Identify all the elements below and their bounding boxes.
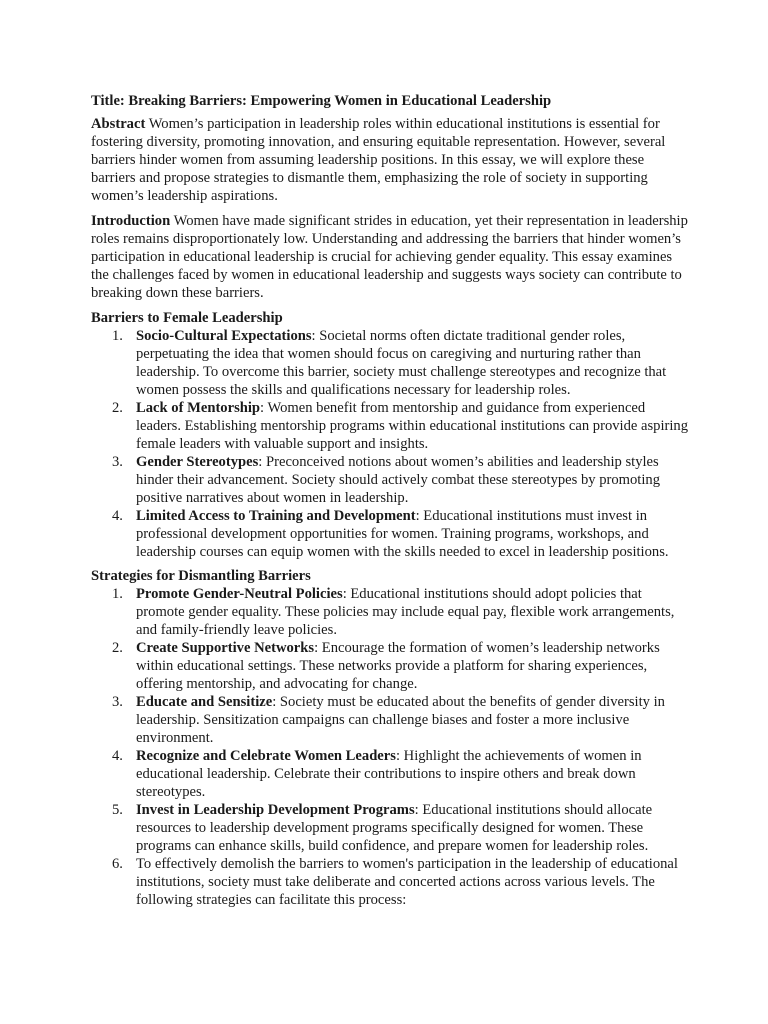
list-number: 5. — [112, 802, 123, 818]
list-item-title: Promote Gender-Neutral Policies — [136, 586, 343, 602]
list-item-text: : Highlight the achievements of women in educational leadership. Celebrate their contributions to inspire others and break down stereotypes. — [136, 748, 642, 800]
list-item-text: : Educational institutions should adopt policies that promote gender equality. These policies may include equal pay, flexible work arrangements, and family-friendly leave policies. — [136, 586, 675, 638]
document-title: Title: Breaking Barriers: Empowering Women in Educational Leadership — [91, 93, 552, 109]
list-item — [91, 585, 691, 639]
list-item-title: Recognize and Celebrate Women Leaders — [136, 748, 396, 764]
list-item — [91, 399, 691, 453]
strategies-list — [91, 585, 691, 909]
introduction-paragraph — [91, 212, 691, 302]
list-item-title: Lack of Mentorship — [136, 400, 261, 416]
list-item-text: : Society must be educated about the benefits of gender diversity in leadership. Sensitization campaigns can challenge biases and foster a more inclusive environment. — [136, 694, 665, 746]
strategies-heading: Strategies for Dismantling Barriers — [91, 568, 311, 584]
list-item-title: Educate and Sensitize — [136, 694, 273, 710]
list-item — [91, 747, 691, 801]
list-item-text: : Educational institutions should allocate resources to leadership development programs specifically designed for women. These programs can enhance skills, build confidence, and prepare women for leadership roles. — [136, 802, 653, 854]
list-number: 2. — [112, 640, 123, 656]
document-page — [91, 92, 691, 915]
list-item-text: : Preconceived notions about women’s abilities and leadership styles hinder their advancement. Society should actively combat these stereotypes by promoting positive narratives about women in leadership. — [136, 454, 661, 506]
introduction-label: Introduction — [91, 213, 171, 229]
list-number: 1. — [112, 586, 123, 602]
introduction-text: Women have made significant strides in education, yet their representation in leadership roles remains disproportionately low. Understanding and addressing the barriers that hinder women’s participation in educational leadership is crucial for achieving gender equality. This essay examines the challenges faced by women in educational leadership and suggests ways society can contribute to breaking down these barriers. — [91, 213, 688, 301]
abstract-label: Abstract — [91, 116, 146, 132]
list-item — [91, 453, 691, 507]
list-item — [91, 327, 691, 399]
list-number: 4. — [112, 508, 123, 524]
list-item-text: To effectively demolish the barriers to women's participation in the leadership of educational institutions, society must take deliberate and concerted actions across various levels. The following strategies can facilitate this process: — [136, 856, 678, 908]
barriers-heading: Barriers to Female Leadership — [91, 310, 283, 326]
abstract-paragraph — [91, 115, 691, 205]
list-item-text: : Societal norms often dictate traditional gender roles, perpetuating the idea that women should focus on caregiving and nurturing rather than leadership. To overcome this barrier, society must challenge stereotypes and recognize that women possess the skills and qualifications necessary for leadership roles. — [136, 328, 667, 398]
list-item — [91, 855, 691, 909]
list-item-title: Socio-Cultural Expectations — [136, 328, 312, 344]
list-item — [91, 639, 691, 693]
list-item-title: Invest in Leadership Development Programs — [136, 802, 415, 818]
abstract-text: Women’s participation in leadership roles within educational institutions is essential for fostering diversity, promoting innovation, and ensuring equitable representation. However, several barriers hinder women from assuming leadership positions. In this essay, we will explore these barriers and propose strategies to dismantle them, emphasizing the role of society in supporting women’s leadership aspirations. — [91, 116, 666, 204]
list-item — [91, 507, 691, 561]
list-item — [91, 801, 691, 855]
list-number: 3. — [112, 694, 123, 710]
list-item-title: Create Supportive Networks — [136, 640, 315, 656]
list-number: 2. — [112, 400, 123, 416]
list-item-text: : Educational institutions must invest in professional development opportunities for women. Training programs, workshops, and leadership courses can equip women with the skills needed to excel in leadership positions. — [136, 508, 669, 560]
list-item-text: : Encourage the formation of women’s leadership networks within educational settings. These networks provide a platform for sharing experiences, offering mentorship, and advocating for change. — [136, 640, 660, 692]
list-item-title: Gender Stereotypes — [136, 454, 259, 470]
list-number: 4. — [112, 748, 123, 764]
barriers-list — [91, 327, 691, 561]
list-number: 6. — [112, 856, 123, 872]
list-number: 3. — [112, 454, 123, 470]
list-item — [91, 693, 691, 747]
list-number: 1. — [112, 328, 123, 344]
list-item-text: : Women benefit from mentorship and guidance from experienced leaders. Establishing mentorship programs within educational institutions can provide aspiring female leaders with valuable support and insights. — [136, 400, 689, 452]
list-item-title: Limited Access to Training and Development — [136, 508, 416, 524]
